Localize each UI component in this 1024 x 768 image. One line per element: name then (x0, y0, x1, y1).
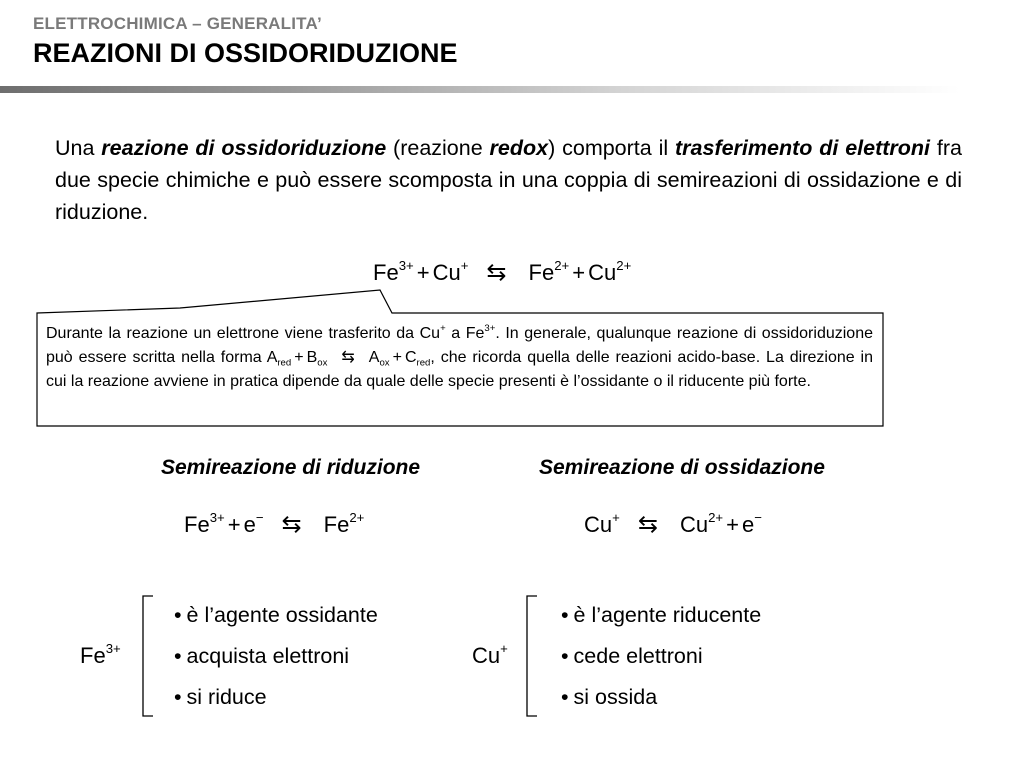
fe-bullet-item (174, 685, 267, 710)
eq-charge: − (754, 510, 762, 526)
equilibrium-arrow-icon: ⇆ (281, 511, 302, 538)
eq-charge: 3+ (209, 510, 225, 526)
formula-plus: + (392, 349, 402, 366)
bullet-icon: • (174, 603, 182, 627)
species-symbol: Cu (472, 643, 501, 668)
bracket-fe (143, 596, 153, 716)
eq-charge: 2+ (349, 510, 365, 526)
bullet-icon: • (174, 644, 182, 668)
species-fe3-label (80, 643, 121, 669)
callout-text-1: Durante la reazione un elettrone viene trasferito da Cu (46, 325, 441, 342)
bracket-cu (527, 596, 537, 716)
callout-text-4: , che ricorda quella delle reazioni acido-base. La direzione in cui la reazione avviene in pratica dipende da quale delle specie presenti è l’ossidante o il riducente più forte. (46, 349, 874, 390)
eq-species: e (741, 512, 755, 537)
formula-species: B (306, 349, 318, 366)
bullet-text: si riduce (186, 685, 267, 709)
equilibrium-arrow-icon: ⇆ (486, 259, 507, 286)
callout-charge: + (440, 322, 446, 334)
cu-bullet-item (561, 685, 657, 710)
eq-species: Cu (584, 512, 613, 537)
intro-term-redox-reaction: reazione di ossidoriduzione (101, 136, 387, 160)
equilibrium-arrow-icon: ⇆ (637, 511, 658, 538)
eq-charge: + (612, 510, 620, 526)
species-charge: 3+ (105, 641, 121, 657)
bullet-icon: • (561, 603, 569, 627)
eq-charge: 2+ (554, 258, 570, 274)
equilibrium-arrow-icon: ⇆ (341, 349, 355, 366)
bullet-icon: • (174, 685, 182, 709)
formula-species: A (368, 349, 380, 366)
cu-bullet-item (561, 644, 703, 669)
bullet-text: è l’agente ossidante (186, 603, 378, 627)
formula-species: C (404, 349, 417, 366)
species-cu-label (472, 643, 508, 669)
eq-plus: + (227, 512, 241, 537)
callout-text-2: a Fe (445, 325, 485, 342)
formula-species: A (266, 349, 278, 366)
formula-subscript: ox (317, 357, 328, 369)
eq-species: Cu (432, 260, 461, 285)
bullet-text: si ossida (573, 685, 658, 709)
bullet-text: è l’agente riducente (573, 603, 762, 627)
formula-subscript: red (277, 357, 292, 369)
eq-species: e (243, 512, 256, 537)
cu-bullet-item (561, 603, 761, 628)
bullet-text: cede elettroni (573, 644, 703, 668)
intro-text-1: Una (55, 136, 102, 160)
fe-bullet-item (174, 644, 349, 669)
formula-plus: + (294, 349, 304, 366)
intro-term-redox: redox (489, 136, 549, 160)
eq-species: Cu (679, 512, 709, 537)
eq-plus: + (572, 260, 586, 285)
formula-subscript: ox (379, 357, 390, 369)
fe-bullet-item (174, 603, 378, 628)
callout-charge: 3+ (484, 322, 496, 334)
species-charge: + (500, 641, 508, 657)
intro-text-2: (reazione (386, 136, 490, 160)
eq-species: Fe (323, 512, 350, 537)
slide-subtitle: ELETTROCHIMICA – GENERALITA’ (33, 14, 322, 33)
eq-species: Cu (588, 260, 617, 285)
reduction-title: Semireazione di riduzione (161, 456, 421, 479)
eq-plus: + (416, 260, 430, 285)
intro-text-4: fra due specie chimiche e può essere scomposta in una coppia di semireazioni di ossidazione e di riduzione. (55, 136, 962, 224)
bullet-text: acquista elettroni (186, 644, 350, 668)
species-symbol: Fe (80, 643, 106, 668)
eq-charge: 2+ (708, 510, 724, 526)
intro-text-3: ) comporta il (548, 136, 675, 160)
eq-charge: 3+ (398, 258, 414, 274)
eq-plus: + (726, 512, 739, 537)
slide-title: REAZIONI DI OSSIDORIDUZIONE (33, 38, 458, 68)
eq-charge: + (460, 258, 469, 274)
callout-text-3: . In generale, qualunque reazione di ossidoriduzione può essere scritta nella forma (46, 325, 873, 366)
eq-species: Fe (373, 260, 399, 285)
formula-subscript: red (416, 357, 431, 369)
bullet-icon: • (561, 685, 569, 709)
eq-charge: − (255, 510, 264, 526)
eq-species: Fe (528, 260, 555, 285)
eq-species: Fe (184, 512, 210, 537)
oxidation-title: Semireazione di ossidazione (539, 456, 825, 479)
eq-charge: 2+ (616, 258, 632, 274)
bullet-icon: • (561, 644, 569, 668)
intro-term-electron-transfer: trasferimento di elettroni (675, 136, 931, 160)
